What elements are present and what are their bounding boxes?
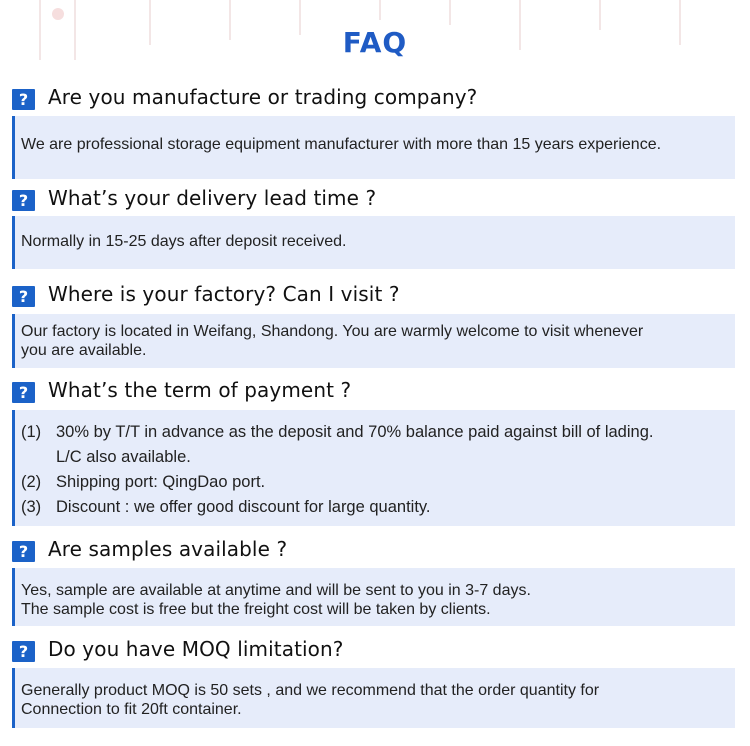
faq-answer-3	[12, 314, 735, 368]
faq-question-5	[12, 534, 287, 564]
list-item-line: 30% by T/T in advance as the deposit and 70% balance paid against bill of lading.	[56, 423, 654, 441]
question-text: Are samples available ?	[48, 537, 288, 561]
answer-line: Generally product MOQ is 50 sets , and we recommend that the order quantity for	[21, 682, 600, 699]
list-item: (3) Discount : we offer good discount for large quantity.	[21, 495, 735, 520]
question-text: What’s your delivery lead time ?	[48, 186, 377, 210]
answer-line: you are available.	[21, 342, 147, 359]
question-text: Do you have MOQ limitation?	[48, 637, 344, 661]
list-item-line: Discount : we offer good discount for large quantity.	[56, 498, 431, 516]
list-item-line: Shipping port: QingDao port.	[56, 473, 266, 491]
question-mark-icon: ?	[12, 89, 35, 110]
answer-line: Connection to fit 20ft container.	[21, 701, 242, 718]
payment-terms-list	[21, 420, 735, 520]
question-mark-icon: ?	[12, 382, 35, 403]
question-text: Where is your factory? Can I visit ?	[48, 282, 400, 306]
list-item: (2) Shipping port: QingDao port.	[21, 470, 735, 495]
question-text: What’s the term of payment ?	[48, 378, 352, 402]
answer-line: We are professional storage equipment manufacturer with more than 15 years experience.	[21, 136, 662, 153]
answer-line: Normally in 15-25 days after deposit received.	[21, 233, 347, 250]
list-item: (1) 30% by T/T in advance as the deposit and 70% balance paid against bill of lading. L/C also available.	[21, 423, 654, 466]
answer-line: Yes, sample are available at anytime and will be sent to you in 3-7 days.	[21, 582, 531, 599]
faq-question-3	[12, 279, 400, 309]
list-item-line: L/C also available.	[56, 448, 191, 466]
answer-line: Our factory is located in Weifang, Shandong. You are warmly welcome to visit whenever	[21, 323, 644, 340]
faq-question-6	[12, 634, 344, 664]
answer-line: The sample cost is free but the freight cost will be taken by clients.	[21, 601, 491, 618]
faq-answer-1	[12, 116, 735, 179]
faq-question-2	[12, 183, 376, 213]
faq-question-1	[12, 82, 477, 112]
question-mark-icon: ?	[12, 641, 35, 662]
question-mark-icon: ?	[12, 541, 35, 562]
faq-question-4	[12, 375, 351, 405]
faq-answer-2	[12, 216, 735, 269]
question-text: Are you manufacture or trading company?	[48, 85, 478, 109]
faq-answer-5	[12, 568, 735, 626]
faq-answer-6	[12, 668, 735, 728]
faq-answer-4	[12, 410, 735, 526]
question-mark-icon: ?	[12, 286, 35, 307]
question-mark-icon: ?	[12, 190, 35, 211]
page-title: FAQ	[342, 26, 408, 59]
